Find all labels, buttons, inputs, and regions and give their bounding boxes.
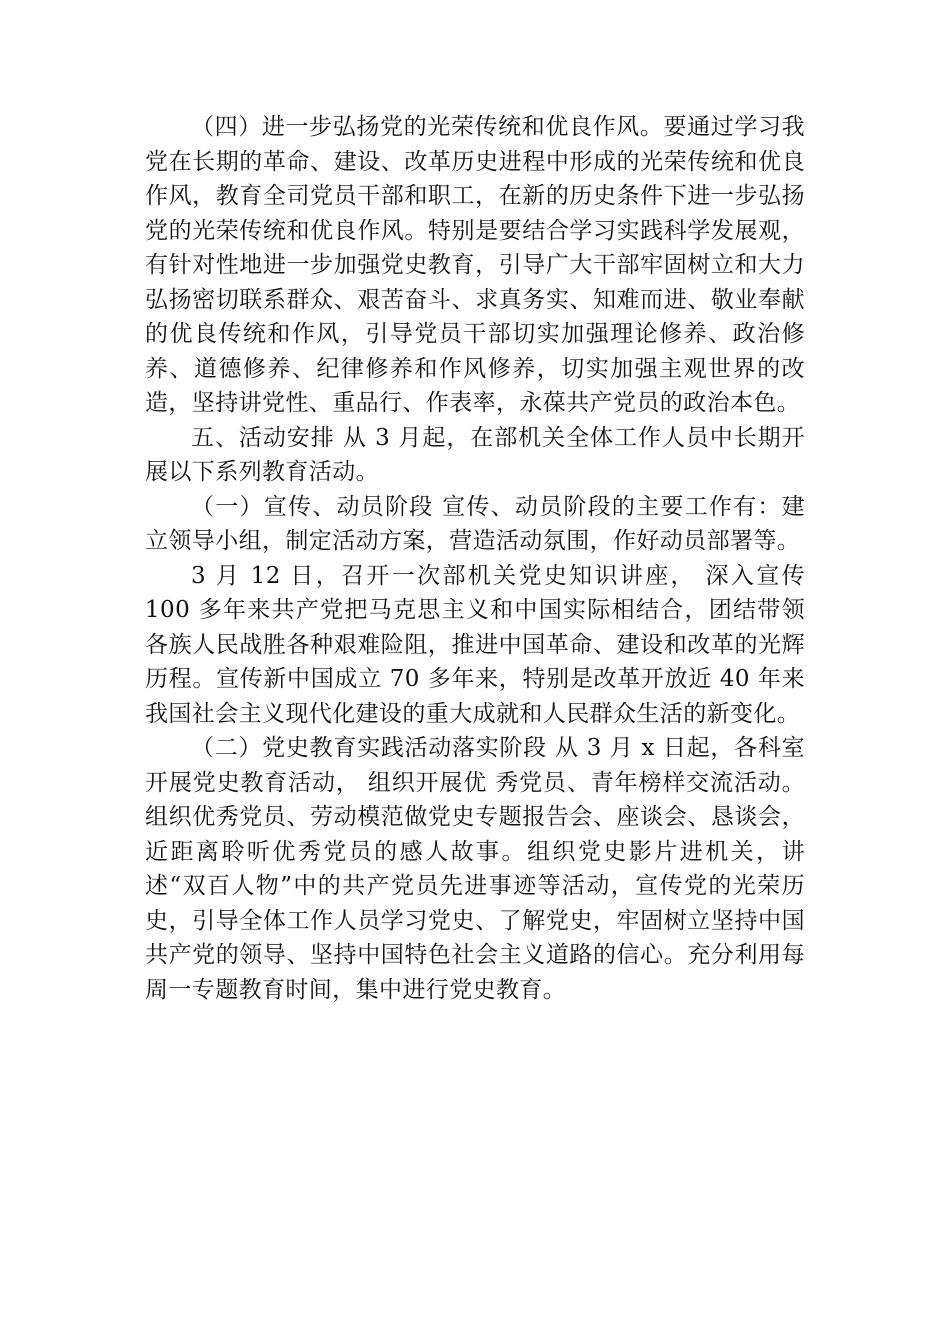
paragraph-implementation-stage: （二）党史教育实践活动落实阶段 从 3 月 x 日起，各科室开展党史教育活动， 组织开展优 秀党员、青年榜样交流活动。组织优秀党员、劳动模范做党史专题报告会、座谈会、恳谈会，近距离聆听优秀党员的感人故事。组织党史影片进机关，讲述“双百人物”中的共产党员先进事迹等活动，宣传党的光荣历史，引导全体工作人员学习党史、了解党史，牢固树立坚持中国共产党的领导、坚持中国特色社会主义道路的信心。充分利用每周一专题教育时间，集中进行党史教育。 [145, 735, 805, 1003]
paragraph-publicity-stage: （一）宣传、动员阶段 宣传、动员阶段的主要工作有：建立领导小组，制定活动方案，营造活动氛围，作好动员部署等。 [145, 493, 805, 554]
document-body [145, 110, 805, 1007]
paragraph-party-tradition: （四）进一步弘扬党的光荣传统和优良作风。要通过学习我党在长期的革命、建设、改革历史进程中形成的光荣传统和优良作风，教育全司党员干部和职工，在新的历史条件下进一步弘扬党的光荣传统和优良作风。特别是要结合学习实践科学发展观，有针对性地进一步加强党史教育，引导广大干部牢固树立和大力弘扬密切联系群众、艰苦奋斗、求真务实、知难而进、敬业奉献的优良传统和作风，引导党员干部切实加强理论修养、政治修养、道德修养、纪律修养和作风修养，切实加强主观世界的改造，坚持讲党性、重品行、作表率，永葆共产党员的政治本色。 [145, 114, 805, 416]
paragraph-lecture: 3 月 12 日，召开一次部机关党史知识讲座， 深入宣传 100 多年来共产党把马克思主义和中国实际相结合，团结带领各族人民战胜各种艰难险阻，推进中国革命、建设和改革的光辉历程。宣传新中国成立 70 多年来，特别是改革开放近 40 年来我国社会主义现代化建设的重大成就和人民群众生活的新变化。 [145, 562, 805, 727]
paragraph-activity-arrangement: 五、活动安排 从 3 月起，在部机关全体工作人员中长期开展以下系列教育活动。 [145, 424, 805, 485]
